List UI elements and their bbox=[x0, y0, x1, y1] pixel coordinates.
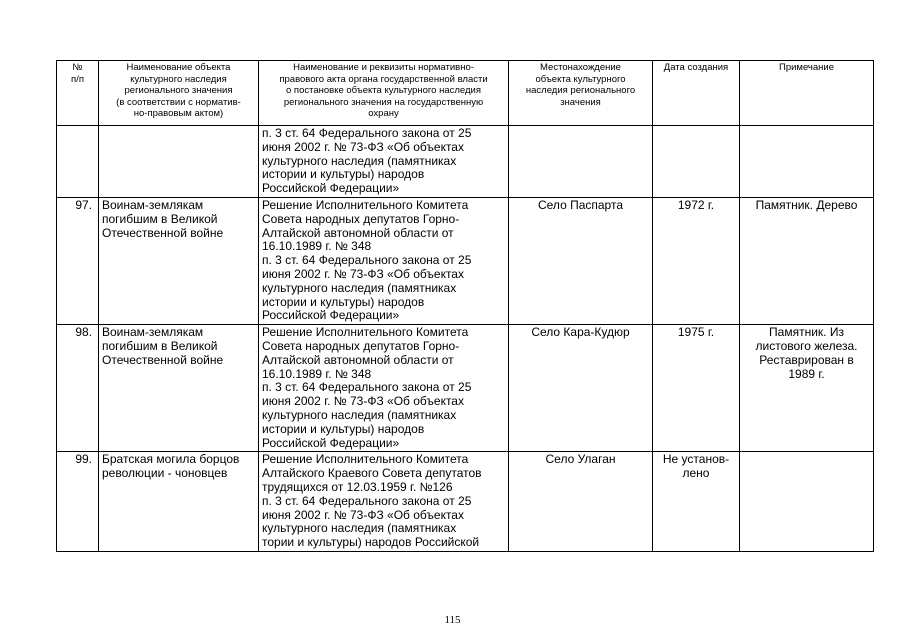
cell-line: Решение Исполнительного Комитета bbox=[262, 197, 469, 212]
cell-line: Памятник. Из bbox=[769, 325, 844, 340]
cell-creation-date bbox=[653, 197, 740, 324]
header-line: регионального значения на государственную bbox=[283, 96, 484, 108]
cell-location bbox=[509, 126, 653, 198]
table-row bbox=[57, 126, 874, 198]
table-row bbox=[57, 325, 874, 452]
header-line: (в соответствии с норматив- bbox=[116, 96, 241, 108]
cell-line: Алтайской автономной области от bbox=[262, 352, 454, 367]
cell-location bbox=[509, 197, 653, 324]
cell-line: Село Кара-Кудюр bbox=[531, 325, 630, 340]
cell-line: Российской Федерации» bbox=[262, 181, 400, 196]
cell-number bbox=[57, 126, 99, 198]
header-line: наследия регионального bbox=[525, 85, 636, 96]
cell-location bbox=[509, 325, 653, 452]
cell-line: Российской Федерации» bbox=[262, 308, 400, 323]
header-line: п/п bbox=[71, 73, 84, 85]
page-number: 115 bbox=[444, 614, 461, 626]
header-note bbox=[740, 61, 874, 126]
cell-line: Алтайского Краевого Совета депутатов bbox=[262, 466, 482, 481]
heritage-objects-table bbox=[56, 60, 874, 552]
cell-line: 1989 г. bbox=[788, 366, 825, 381]
header-location bbox=[509, 61, 653, 126]
cell-object-name bbox=[99, 126, 259, 198]
cell-number: 98. bbox=[57, 325, 99, 452]
header-legal-act bbox=[259, 61, 509, 126]
header-line: № bbox=[72, 62, 83, 73]
cell-line: Не установ- bbox=[662, 452, 730, 467]
header-line: объекта культурного bbox=[535, 73, 626, 85]
header-line: Примечание bbox=[779, 62, 834, 73]
cell-line: 16.10.1989 г. № 348 bbox=[262, 239, 372, 254]
cell-note bbox=[740, 325, 874, 452]
cell-line: Воинам-землякам bbox=[102, 197, 204, 212]
cell-line: Решение Исполнительного Комитета bbox=[262, 325, 469, 340]
cell-line: листового железа. bbox=[755, 338, 858, 353]
cell-line: культурного наследия (памятниках bbox=[262, 280, 457, 295]
cell-note bbox=[740, 452, 874, 552]
cell-line: Воинам-землякам bbox=[102, 325, 204, 340]
cell-line: культурного наследия (памятниках bbox=[262, 521, 457, 536]
cell-creation-date bbox=[653, 325, 740, 452]
cell-line: истории и культуры) народов bbox=[262, 167, 425, 182]
header-line: Наименование и реквизиты нормативно- bbox=[293, 62, 474, 73]
header-line: регионального значения bbox=[124, 85, 233, 96]
table-header-row bbox=[57, 61, 874, 126]
cell-line: Памятник. Дерево bbox=[755, 197, 858, 212]
cell-line: Отечественной войне bbox=[102, 352, 224, 367]
cell-line: Совета народных депутатов Горно- bbox=[262, 211, 460, 226]
cell-legal-act bbox=[259, 325, 509, 452]
cell-line: Решение Исполнительного Комитета bbox=[262, 452, 469, 467]
cell-line: Совета народных депутатов Горно- bbox=[262, 338, 460, 353]
cell-line: истории и культуры) народов bbox=[262, 421, 425, 436]
header-line: охрану bbox=[368, 108, 399, 119]
cell-line: Реставрирован в bbox=[759, 352, 854, 367]
cell-line: 1975 г. bbox=[677, 325, 715, 340]
cell-line: июня 2002 г. № 73-ФЗ «Об объектах bbox=[262, 266, 464, 281]
cell-note bbox=[740, 126, 874, 198]
cell-line: 16.10.1989 г. № 348 bbox=[262, 366, 372, 381]
cell-line: трудящихся от 12.03.1959 г. №126 bbox=[262, 479, 453, 494]
cell-line: п. 3 ст. 64 Федерального закона от 25 bbox=[262, 380, 472, 395]
cell-line: погибшим в Великой bbox=[102, 211, 218, 226]
cell-line: культурного наследия (памятниках bbox=[262, 407, 457, 422]
cell-line: п. 3 ст. 64 Федерального закона от 25 bbox=[262, 126, 472, 140]
cell-creation-date bbox=[653, 452, 740, 552]
cell-line: п. 3 ст. 64 Федерального закона от 25 bbox=[262, 253, 472, 268]
cell-legal-act bbox=[259, 126, 509, 198]
cell-note bbox=[740, 197, 874, 324]
cell-line: истории и культуры) народов bbox=[262, 294, 425, 309]
cell-line: Село Улаган bbox=[545, 452, 616, 467]
cell-number: 99. bbox=[57, 452, 99, 552]
header-line: но-правовым актом) bbox=[133, 108, 224, 119]
cell-object-name bbox=[99, 452, 259, 552]
cell-line: тории и культуры) народов Российской bbox=[262, 535, 480, 550]
header-line: культурного наследия bbox=[130, 73, 227, 85]
cell-line: Российской Федерации» bbox=[262, 435, 400, 450]
header-object-name bbox=[99, 61, 259, 126]
cell-line: лено bbox=[682, 466, 710, 481]
table-row bbox=[57, 197, 874, 324]
cell-object-name bbox=[99, 197, 259, 324]
cell-line: революции - чоновцев bbox=[102, 466, 228, 481]
cell-line: Братская могила борцов bbox=[102, 452, 240, 467]
cell-line: культурного наследия (памятниках bbox=[262, 153, 457, 168]
cell-line: июня 2002 г. № 73-ФЗ «Об объектах bbox=[262, 139, 464, 154]
table-row bbox=[57, 452, 874, 552]
cell-line: п. 3 ст. 64 Федерального закона от 25 bbox=[262, 493, 472, 508]
header-line: о постановке объекта культурного наследия bbox=[286, 85, 481, 96]
cell-creation-date bbox=[653, 126, 740, 198]
cell-line: погибшим в Великой bbox=[102, 338, 218, 353]
cell-line: июня 2002 г. № 73-ФЗ «Об объектах bbox=[262, 507, 464, 522]
cell-line: Алтайской автономной области от bbox=[262, 225, 454, 240]
table-body bbox=[57, 126, 874, 552]
cell-line: Село Паспарта bbox=[537, 197, 623, 212]
header-line: Наименование объекта bbox=[126, 62, 231, 73]
cell-number: 97. bbox=[57, 197, 99, 324]
cell-legal-act bbox=[259, 197, 509, 324]
cell-legal-act bbox=[259, 452, 509, 552]
header-line: Дата создания bbox=[663, 62, 729, 73]
cell-location bbox=[509, 452, 653, 552]
cell-line: 1972 г. bbox=[677, 197, 715, 212]
header-line: значения bbox=[560, 96, 601, 108]
cell-line: июня 2002 г. № 73-ФЗ «Об объектах bbox=[262, 394, 464, 409]
header-line: Местонахождение bbox=[540, 62, 621, 73]
cell-object-name bbox=[99, 325, 259, 452]
cell-line: Отечественной войне bbox=[102, 225, 224, 240]
header-line: правового акта органа государственной власти bbox=[279, 73, 488, 85]
header-number bbox=[57, 61, 99, 126]
header-creation-date bbox=[653, 61, 740, 126]
